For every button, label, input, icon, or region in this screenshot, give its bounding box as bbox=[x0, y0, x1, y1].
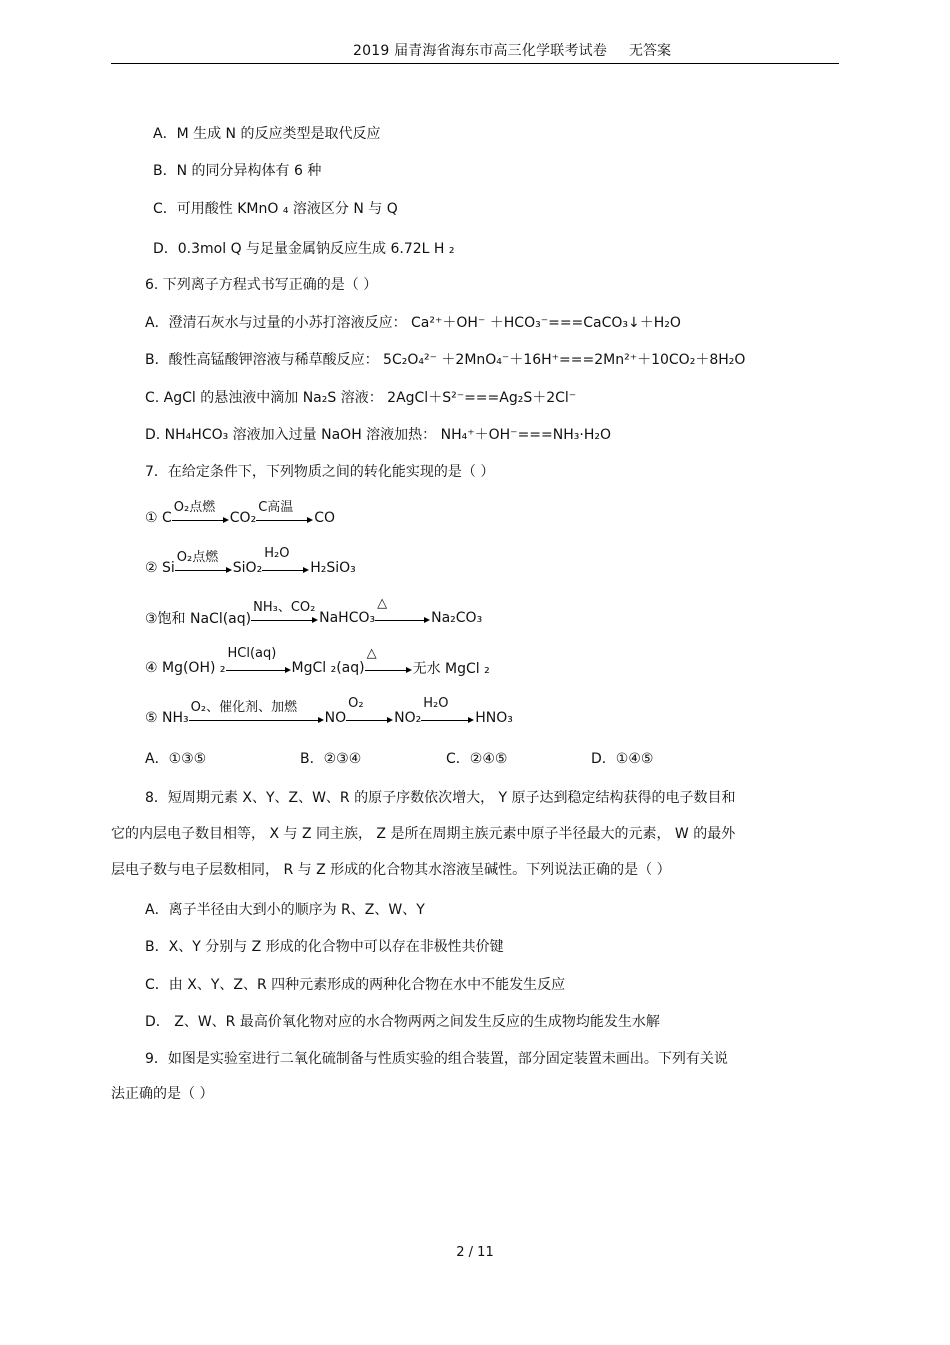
q7-choice-c: C．②④⑤ bbox=[446, 751, 508, 767]
arrow-shaft bbox=[421, 720, 469, 721]
reaction-condition: C高温 bbox=[258, 500, 294, 515]
q8-option-d: D． Z、W、R 最高价氧化物对应的水合物两两之间发生反应的生成物均能发生水解 bbox=[145, 1014, 660, 1030]
q7-choice-d: D．①④⑤ bbox=[591, 751, 654, 767]
q9-stem-line-1: 9．如图是实验室进行二氧化硫制备与性质实验的组合装置，部分固定装置未画出。下列有关说 bbox=[145, 1051, 728, 1067]
arrow-shaft bbox=[189, 720, 319, 721]
arrow-head bbox=[318, 717, 324, 723]
reaction-arrow bbox=[421, 696, 475, 728]
header-note: 无答案 bbox=[629, 43, 671, 59]
reaction-arrow bbox=[189, 700, 325, 728]
q8-option-b: B．X、Y 分别与 Z 形成的化合物中可以存在非极性共价键 bbox=[145, 939, 504, 955]
arrow-shaft bbox=[175, 570, 227, 571]
reaction-condition: H₂O bbox=[423, 696, 449, 711]
q8-option-c: C．由 X、Y、Z、R 四种元素形成的两种化合物在水中不能发生反应 bbox=[145, 977, 566, 993]
arrow-head bbox=[312, 617, 318, 623]
q5-option-a: A．M 生成 N 的反应类型是取代反应 bbox=[153, 126, 381, 142]
arrow-shaft bbox=[262, 570, 304, 571]
q7-conversion-4 bbox=[145, 646, 490, 682]
reaction-condition: O₂点燃 bbox=[176, 550, 219, 565]
arrow-shaft bbox=[226, 670, 286, 671]
q6-option-d: D. NH₄HCO₃ 溶液加入过量 NaOH 溶液加热： NH₄⁺＋OH⁻===NH₃·H₂O bbox=[145, 427, 611, 443]
header-divider bbox=[111, 63, 839, 64]
conversion-reactant: ④ Mg(OH) ₂ bbox=[145, 660, 226, 676]
q5-option-d: D．0.3mol Q 与足量金属钠反应生成 6.72L H ₂ bbox=[153, 241, 455, 257]
reaction-arrow bbox=[262, 546, 310, 578]
reaction-arrow bbox=[175, 550, 233, 578]
conversion-product: CO bbox=[314, 510, 335, 526]
page-number: 2 / 11 bbox=[456, 1245, 494, 1260]
arrow-shaft bbox=[346, 720, 388, 721]
q8-option-a: A．离子半径由大到小的顺序为 R、Z、W、Y bbox=[145, 902, 425, 918]
arrow-shaft bbox=[251, 620, 313, 621]
reaction-condition: H₂O bbox=[264, 546, 290, 561]
conversion-product: HNO₃ bbox=[475, 710, 513, 726]
q6-option-c: C. AgCl 的悬浊液中滴加 Na₂S 溶液： 2AgCl＋S²⁻===Ag₂S＋2Cl⁻ bbox=[145, 390, 577, 406]
conversion-product: 无水 MgCl ₂ bbox=[412, 661, 490, 677]
q7-choice-b: B．②③④ bbox=[300, 751, 362, 767]
reaction-condition: O₂点燃 bbox=[173, 500, 216, 515]
arrow-shaft bbox=[256, 520, 308, 521]
conversion-product: MgCl ₂(aq) bbox=[291, 660, 365, 676]
conversion-reactant: ③饱和 NaCl(aq) bbox=[145, 611, 252, 627]
arrow-head bbox=[226, 567, 232, 573]
arrow-head bbox=[303, 567, 309, 573]
conversion-reactant: ⑤ NH₃ bbox=[145, 710, 189, 726]
q6-stem: 6. 下列离子方程式书写正确的是（ ） bbox=[145, 277, 378, 293]
conversion-product: H₂SiO₃ bbox=[310, 560, 356, 576]
q7-choice-a: A．①③⑤ bbox=[145, 751, 207, 767]
conversion-product: NaHCO₃ bbox=[319, 610, 376, 626]
reaction-arrow bbox=[172, 500, 230, 528]
arrow-head bbox=[424, 617, 430, 623]
arrow-head bbox=[307, 517, 313, 523]
q8-stem-line-3: 层电子数与电子层数相同， R 与 Z 形成的化合物其水溶液呈碱性。下列说法正确的是（ ） bbox=[111, 862, 671, 878]
reaction-condition: O₂、催化剂、加燃 bbox=[190, 700, 298, 715]
q7-conversion-2 bbox=[145, 546, 356, 582]
reaction-arrow bbox=[251, 600, 319, 628]
reaction-arrow bbox=[256, 500, 314, 528]
reaction-condition: △ bbox=[377, 596, 388, 611]
reaction-arrow bbox=[346, 696, 394, 728]
arrow-head bbox=[285, 667, 291, 673]
page-header bbox=[0, 30, 950, 64]
conversion-product: CO₂ bbox=[229, 510, 257, 526]
reaction-condition: △ bbox=[366, 646, 377, 661]
conversion-product: NO₂ bbox=[394, 710, 422, 726]
q9-stem-line-2: 法正确的是（ ） bbox=[111, 1086, 214, 1102]
reaction-condition: NH₃、CO₂ bbox=[253, 600, 316, 615]
q6-option-b: B．酸性高锰酸钾溶液与稀草酸反应： 5C₂O₄²⁻ ＋2MnO₄⁻＋16H⁺===2Mn²⁺＋10CO₂＋8H₂O bbox=[145, 352, 746, 368]
arrow-head bbox=[468, 717, 474, 723]
q7-conversion-3 bbox=[145, 596, 483, 632]
q6-option-a: A．澄清石灰水与过量的小苏打溶液反应： Ca²⁺＋OH⁻ ＋HCO₃⁻===CaCO₃↓＋H₂O bbox=[145, 315, 681, 331]
q5-option-b: B．N 的同分异构体有 6 种 bbox=[153, 163, 322, 179]
reaction-condition: O₂ bbox=[348, 696, 364, 711]
document-title: 2019 届青海省海东市高三化学联考试卷 bbox=[353, 43, 608, 59]
arrow-shaft bbox=[172, 520, 224, 521]
q8-stem-line-2: 它的内层电子数目相等， X 与 Z 同主族， Z 是所在周期主族元素中原子半径最大的元素， W 的最外 bbox=[111, 826, 736, 842]
arrow-head bbox=[387, 717, 393, 723]
reaction-arrow bbox=[375, 596, 431, 628]
conversion-product: Na₂CO₃ bbox=[431, 610, 483, 626]
reaction-arrow bbox=[365, 646, 413, 678]
arrow-shaft bbox=[365, 670, 407, 671]
arrow-head bbox=[406, 667, 412, 673]
arrow-shaft bbox=[375, 620, 425, 621]
conversion-reactant: ② Si bbox=[145, 560, 175, 576]
arrow-head bbox=[223, 517, 229, 523]
q5-option-c: C．可用酸性 KMnO ₄ 溶液区分 N 与 Q bbox=[153, 201, 398, 217]
conversion-product: NO bbox=[324, 710, 347, 726]
conversion-product: SiO₂ bbox=[232, 560, 263, 576]
q7-conversion-5 bbox=[145, 696, 513, 732]
q7-conversion-1 bbox=[145, 500, 335, 532]
q8-stem-line-1: 8．短周期元素 X、Y、Z、W、R 的原子序数依次增大， Y 原子达到稳定结构获得的电子数目和 bbox=[145, 790, 736, 806]
q7-stem: 7．在给定条件下，下列物质之间的转化能实现的是（ ） bbox=[145, 464, 495, 480]
reaction-condition: HCl(aq) bbox=[227, 646, 277, 661]
conversion-reactant: ① C bbox=[145, 510, 172, 526]
reaction-arrow bbox=[226, 646, 292, 678]
